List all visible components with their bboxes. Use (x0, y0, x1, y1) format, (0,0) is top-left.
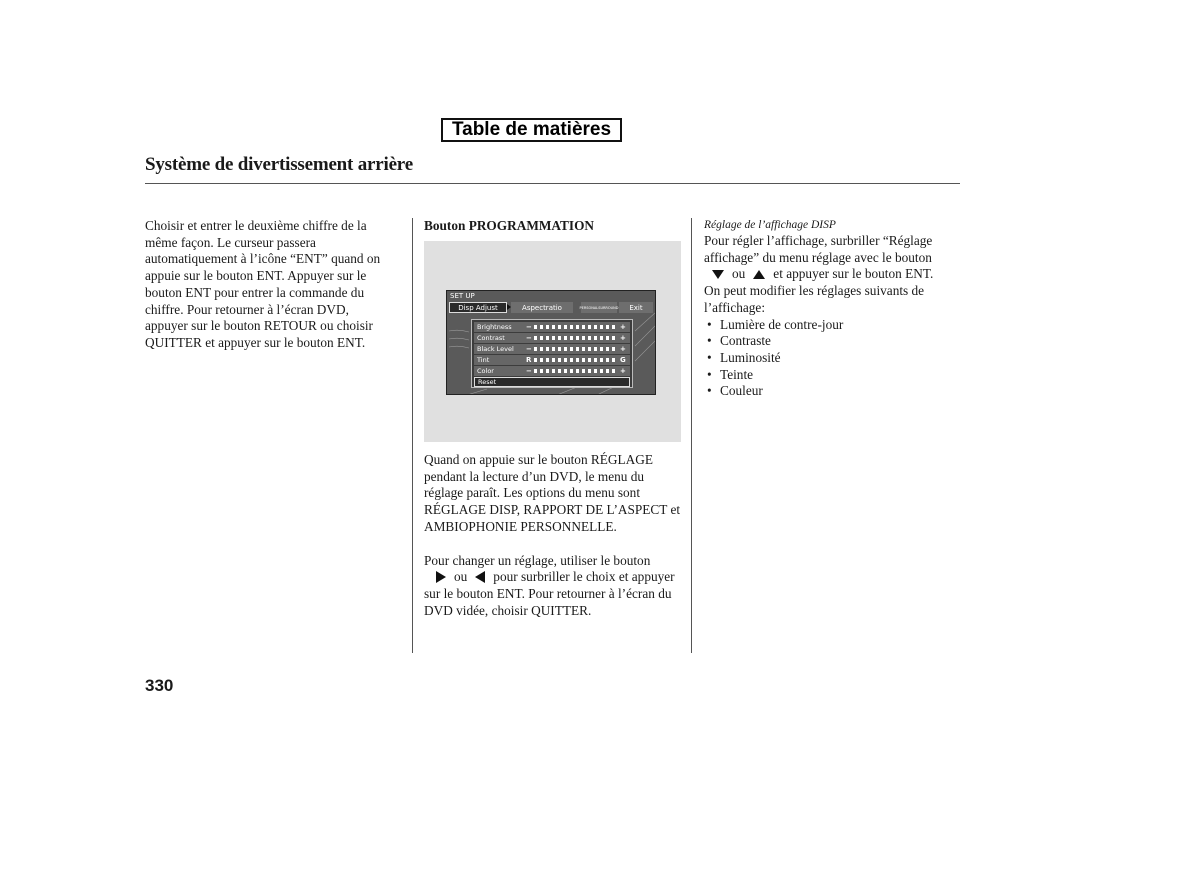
adjust-plus: + (620, 323, 626, 331)
adjust-row-color (474, 366, 630, 376)
disp-adjust-heading: Réglage de l’affichage DISP (704, 219, 836, 231)
adjust-plus: + (620, 334, 626, 342)
adjust-minus: − (526, 323, 532, 331)
adjust-plus: + (620, 345, 626, 353)
col2-paragraph-1: Quand on appuie sur le bouton RÉGLAGE pendant la lecture d’un DVD, le menu du réglage paraît. Les options du menu sont RÉGLAGE DISP, RAPPORT DE L’ASPECT et AMBIOPHONIE PERSONNELLE. (424, 452, 681, 534)
tab-disp-adjust: Disp Adjust (449, 302, 507, 313)
col3-para-after: et appuyer sur le bouton ENT. (773, 266, 934, 282)
adjust-reset: Reset (474, 377, 630, 387)
column-1 (145, 218, 395, 352)
column-2 (424, 218, 686, 243)
tab-surround-line2: SURROUND (598, 305, 619, 310)
left-arrow-icon (475, 571, 485, 583)
adjust-row-label: Contrast (477, 334, 505, 342)
list-item: • Teinte (704, 367, 960, 384)
adjust-level-bar (534, 358, 616, 362)
adjust-minus: − (526, 334, 532, 342)
col3-paragraph-1 (704, 233, 960, 283)
col1-paragraph: Choisir et entrer le deuxième chiffre de la même façon. Le curseur passera automatiquement à l’icône “ENT” quand on appuie sur le bouton ENT. Appuyer sur le bouton ENT pour entrer la commande du chiffre. Pour retourner à l’écran DVD, appuyer sur le bouton RETOUR ou choisir QUITTER et appuyer sur le bouton ENT. (145, 218, 381, 350)
column-2-text (424, 452, 686, 619)
adjust-minus: − (526, 367, 532, 375)
down-arrow-icon (712, 270, 724, 279)
display-settings-list (704, 317, 960, 401)
disp-adjust-panel (471, 319, 633, 388)
tab-surround-line1: PERSONAL (579, 305, 599, 310)
adjust-plus: G (620, 356, 626, 364)
right-arrow-icon (436, 571, 446, 583)
col3-para-or: ou (732, 266, 746, 282)
adjust-plus: + (620, 367, 626, 375)
adjust-row-black-level (474, 344, 630, 354)
list-item: • Lumière de contre-jour (704, 317, 960, 334)
adjust-level-bar (534, 369, 616, 373)
setup-button-heading: Bouton PROGRAMMATION (424, 218, 595, 233)
column-divider-left (412, 218, 413, 653)
adjust-level-bar (534, 325, 616, 329)
col3-para-before: Pour régler l’affichage, surbriller “Réglage affichage” du menu réglage avec le bouton (704, 233, 933, 265)
list-item: • Luminosité (704, 350, 960, 367)
column-3 (704, 218, 960, 400)
column-divider-right (691, 218, 692, 653)
adjust-minus: − (526, 345, 532, 353)
adjust-level-bar (534, 347, 616, 351)
list-item: • Contraste (704, 333, 960, 350)
tab-exit: Exit (619, 302, 653, 313)
adjust-row-tint (474, 355, 630, 365)
table-of-contents-button[interactable]: Table de matières (441, 118, 622, 142)
col2-para2-before: Pour changer un réglage, utiliser le bouton (424, 552, 651, 568)
title-divider (145, 183, 960, 184)
section-title: Système de divertissement arrière (145, 154, 413, 175)
tab-personal-surround (581, 302, 617, 313)
col2-paragraph-2 (424, 553, 686, 620)
adjust-row-label: Black Level (477, 345, 514, 353)
setup-screen-title: SET UP (450, 292, 475, 300)
col3-paragraph-2: On peut modifier les réglages suivants de l’affichage: (704, 283, 925, 315)
up-arrow-icon (753, 270, 765, 279)
adjust-level-bar (534, 336, 616, 340)
adjust-row-label: Tint (477, 356, 490, 364)
page-number: 330 (145, 676, 174, 695)
adjust-minus: R (526, 356, 532, 364)
adjust-row-contrast (474, 333, 630, 343)
col2-para2-or: ou (454, 569, 468, 585)
adjust-row-brightness (474, 322, 630, 332)
col2-para2-after: pour surbriller le choix et appuyer sur le bouton ENT. Pour retourner à l’écran du DVD vidée, choisir QUITTER. (424, 569, 675, 618)
setup-screen (446, 290, 656, 395)
tab-aspect-ratio: Aspectratio (511, 302, 573, 313)
adjust-row-label: Brightness (477, 323, 512, 331)
adjust-row-label: Color (477, 367, 494, 375)
list-item: • Couleur (704, 383, 960, 400)
